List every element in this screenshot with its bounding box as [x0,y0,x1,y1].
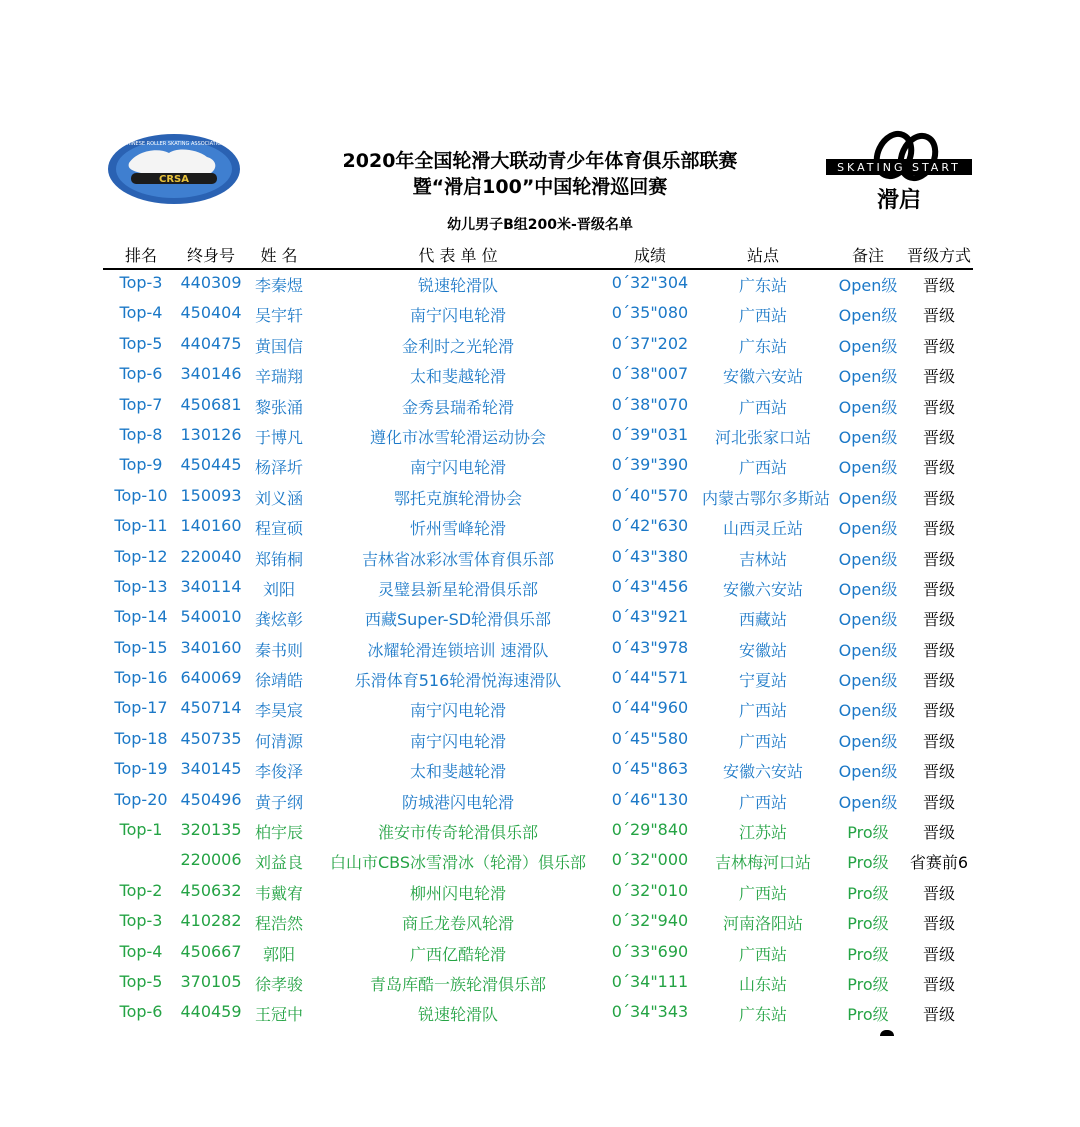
row-note: Open级 [838,276,898,295]
row-rank: Top-6 [119,364,163,384]
row-score: 0΄43"978 [611,637,689,657]
row-note: Open级 [838,640,898,660]
row-score: 0΄32"940 [611,911,689,931]
row-site: 广西站 [738,883,787,903]
row-team: 金利时之光轮滑 [401,336,514,356]
row-name: 黄子纲 [254,792,303,812]
row-score: 0΄43"380 [611,546,689,566]
table-row [0,998,1080,1028]
row-score: 0΄42"630 [611,516,689,536]
row-promo: 晋级 [922,367,955,387]
row-score: 0΄29"840 [611,820,689,840]
row-note: Open级 [838,610,898,630]
row-score: 0΄43"456 [611,576,689,596]
row-site: 安徽六安站 [722,579,803,599]
row-id: 540010 [180,607,242,627]
row-promo: 晋级 [922,914,955,934]
row-id: 440475 [180,333,242,353]
row-id: 450681 [180,394,242,414]
row-team: 忻州雪峰轮滑 [409,519,506,539]
row-note: Pro级 [847,853,889,873]
row-note: Open级 [838,579,898,599]
col-name: 姓 名 [260,246,298,265]
row-site: 广西站 [738,792,787,812]
row-name: 黄国信 [254,336,303,356]
row-team: 乐滑体育516轮滑悦海速滑队 [354,671,562,691]
row-rank: Top-7 [119,394,163,414]
row-rank: Top-10 [114,485,168,505]
table-row [0,725,1080,755]
row-rank: Top-2 [119,880,163,900]
table-row [0,786,1080,816]
row-note: Pro级 [847,944,889,964]
row-score: 0΄39"031 [611,424,689,444]
row-name: 辛瑞翔 [254,367,303,387]
row-site: 广西站 [738,397,787,417]
row-note: Open级 [838,397,898,417]
row-promo: 晋级 [922,1005,955,1025]
row-id: 320135 [180,820,242,840]
row-promo: 晋级 [922,944,955,964]
row-name: 程浩然 [254,914,303,934]
row-id: 440459 [180,1002,242,1022]
row-note: Open级 [838,671,898,691]
row-name: 柏宇辰 [254,823,303,843]
table-row [0,816,1080,846]
row-name: 李昊宸 [254,701,303,721]
row-team: 防城港闪电轮滑 [401,792,514,812]
row-score: 0΄44"960 [611,698,689,718]
row-promo: 晋级 [922,823,955,843]
row-name: 刘义涵 [254,488,303,508]
row-team: 太和斐越轮滑 [409,367,506,387]
row-note: Open级 [838,762,898,782]
row-note: Pro级 [847,914,889,934]
table-row [0,269,1080,299]
row-name: 秦书则 [254,640,303,660]
row-promo: 晋级 [922,762,955,782]
row-site: 江苏站 [738,823,787,843]
row-promo: 晋级 [922,701,955,721]
row-name: 龚炫彰 [254,610,303,630]
row-promo: 省赛前6 [909,853,969,873]
crsa-logo-mark: CRSA [159,174,189,185]
row-id: 450496 [180,789,242,809]
row-team: 柳州闪电轮滑 [409,883,506,903]
row-team: 商丘龙卷风轮滑 [401,914,514,934]
table-row [0,330,1080,360]
row-rank: Top-16 [114,668,168,688]
row-score: 0΄33"690 [611,941,689,961]
row-score: 0΄34"111 [611,971,689,991]
table-row [0,482,1080,512]
row-rank: Top-8 [119,424,163,444]
results-table [0,269,1080,1029]
row-rank: Top-4 [119,941,163,961]
table-row [0,846,1080,876]
row-score: 0΄34"343 [611,1002,689,1022]
skating-start-logo-text: SKATING START [837,161,961,174]
skating-start-logo [826,125,972,219]
table-header [103,243,973,267]
row-rank: Top-4 [119,303,163,323]
row-id: 130126 [180,424,242,444]
row-name: 杨泽圻 [254,458,303,478]
row-team: 遵化市冰雪轮滑运动协会 [369,427,546,447]
row-rank: Top-12 [114,546,168,566]
row-site: 广东站 [738,336,787,356]
row-name: 郭阳 [262,944,295,964]
row-id: 450445 [180,455,242,475]
row-name: 吴宇轩 [254,306,303,326]
row-score: 0΄44"571 [611,668,689,688]
row-score: 0΄45"580 [611,728,689,748]
row-rank: Top-14 [114,607,168,627]
row-name: 王冠中 [254,1005,303,1025]
row-team: 南宁闪电轮滑 [409,306,506,326]
row-site: 安徽六安站 [722,762,803,782]
table-row [0,694,1080,724]
row-site: 山东站 [738,974,787,994]
row-site: 河北张家口站 [714,427,811,447]
row-name: 徐靖皓 [254,671,303,691]
row-score: 0΄38"007 [611,364,689,384]
col-team: 代 表 单 位 [418,246,498,265]
crsa-logo-text: CHINESE ROLLER SKATING ASSOCIATION [123,141,225,147]
skating-start-logo-cn: 滑启 [876,188,922,213]
row-name: 郑铕桐 [254,549,303,569]
row-site: 安徽站 [738,640,787,660]
row-id: 150093 [180,485,242,505]
table-row [0,664,1080,694]
row-site: 河南洛阳站 [722,914,803,934]
row-team: 南宁闪电轮滑 [409,458,506,478]
row-rank: Top-17 [114,698,168,718]
row-id: 450735 [180,728,242,748]
row-team: 太和斐越轮滑 [409,762,506,782]
table-row [0,543,1080,573]
row-rank: Top-1 [119,820,163,840]
row-team: 广西亿酷轮滑 [409,944,506,964]
row-site: 广东站 [738,1005,787,1025]
row-site: 山西灵丘站 [722,519,803,539]
row-score: 0΄40"570 [611,485,689,505]
row-name: 黎张涌 [254,397,303,417]
row-name: 李俊泽 [254,762,303,782]
row-name: 于博凡 [254,427,303,447]
row-note: Open级 [838,701,898,721]
row-team: 南宁闪电轮滑 [409,701,506,721]
row-promo: 晋级 [922,519,955,539]
row-rank: Top-5 [119,333,163,353]
row-note: Open级 [838,488,898,508]
row-id: 220040 [180,546,242,566]
row-note: Open级 [838,458,898,478]
row-team: 锐速轮滑队 [417,1005,498,1025]
row-note: Pro级 [847,823,889,843]
table-row [0,907,1080,937]
row-team: 吉林省冰彩冰雪体育俱乐部 [361,549,554,569]
row-team: 青岛库酷一族轮滑俱乐部 [369,974,546,994]
row-site: 西藏站 [738,610,787,630]
page-mark [880,1030,894,1036]
row-promo: 晋级 [922,276,955,295]
row-name: 刘阳 [262,579,295,599]
row-team: 锐速轮滑队 [417,276,498,295]
row-promo: 晋级 [922,883,955,903]
row-site: 广西站 [738,701,787,721]
row-id: 450714 [180,698,242,718]
row-rank: Top-5 [119,971,163,991]
row-score: 0΄45"863 [611,759,689,779]
row-note: Pro级 [847,1005,889,1025]
row-promo: 晋级 [922,397,955,417]
list-subtitle: 幼儿男子B组200米-晋级名单 [447,217,633,233]
row-team: 金秀县瑞希轮滑 [401,397,514,417]
row-promo: 晋级 [922,488,955,508]
row-score: 0΄38"070 [611,394,689,414]
row-id: 370105 [180,971,242,991]
row-promo: 晋级 [922,974,955,994]
row-score: 0΄39"390 [611,455,689,475]
row-rank: Top-3 [119,273,163,292]
row-id: 340114 [180,576,242,596]
row-name: 李秦煜 [254,276,303,295]
page-title-line2: 暨“滑启100”中国轮滑巡回赛 [412,176,668,198]
row-promo: 晋级 [922,458,955,478]
row-rank: Top-15 [114,637,168,657]
table-row [0,634,1080,664]
row-score: 0΄43"921 [611,607,689,627]
row-team: 南宁闪电轮滑 [409,731,506,751]
row-rank: Top-6 [119,1002,163,1022]
row-site: 广西站 [738,944,787,964]
row-site: 广西站 [738,458,787,478]
row-note: Open级 [838,427,898,447]
row-promo: 晋级 [922,549,955,569]
row-name: 徐孝骏 [254,974,303,994]
table-row [0,755,1080,785]
col-rank: 排名 [124,246,157,265]
col-site: 站点 [746,246,779,265]
row-note: Pro级 [847,883,889,903]
row-name: 韦戴宥 [254,883,303,903]
table-row [0,603,1080,633]
row-promo: 晋级 [922,610,955,630]
row-id: 450404 [180,303,242,323]
row-score: 0΄32"000 [611,850,689,870]
table-row [0,573,1080,603]
table-row [0,391,1080,421]
row-rank: Top-19 [114,759,168,779]
row-note: Open级 [838,519,898,539]
row-site: 内蒙古鄂尔多斯站 [702,488,831,508]
row-site: 广西站 [738,306,787,326]
row-promo: 晋级 [922,731,955,751]
col-promo: 晋级方式 [906,246,971,265]
row-score: 0΄32"304 [611,273,689,292]
row-id: 140160 [180,516,242,536]
row-rank: Top-11 [114,516,168,536]
table-row [0,512,1080,542]
row-note: Open级 [838,792,898,812]
row-site: 吉林站 [738,549,787,569]
row-rank: Top-18 [114,728,168,748]
row-note: Pro级 [847,974,889,994]
row-promo: 晋级 [922,336,955,356]
row-id: 410282 [180,911,242,931]
row-note: Open级 [838,306,898,326]
row-name: 刘益良 [254,853,303,873]
row-site: 宁夏站 [738,671,787,691]
table-row [0,421,1080,451]
row-id: 340146 [180,364,242,384]
table-row [0,451,1080,481]
table-row [0,968,1080,998]
row-score: 0΄35"080 [611,303,689,323]
row-id: 450667 [180,941,242,961]
row-id: 640069 [180,668,242,688]
row-promo: 晋级 [922,579,955,599]
row-team: 西藏Super-SD轮滑俱乐部 [364,610,552,630]
row-promo: 晋级 [922,306,955,326]
row-id: 340145 [180,759,242,779]
row-site: 安徽六安站 [722,367,803,387]
row-name: 程宣硕 [254,519,303,539]
row-team: 白山市CBS冰雪滑冰（轮滑）俱乐部 [329,853,587,873]
row-team: 冰耀轮滑连锁培训 速滑队 [367,640,549,660]
crsa-logo [107,133,241,205]
row-rank: Top-20 [114,789,168,809]
row-score: 0΄32"010 [611,880,689,900]
col-note: 备注 [851,246,884,265]
row-score: 0΄46"130 [611,789,689,809]
row-rank: Top-9 [119,455,163,475]
page-title-line1: 2020年全国轮滑大联动青少年体育俱乐部联赛 [342,150,738,172]
row-id: 340160 [180,637,242,657]
row-site: 广东站 [738,276,787,295]
row-promo: 晋级 [922,640,955,660]
table-row [0,938,1080,968]
row-team: 鄂托克旗轮滑协会 [393,488,522,508]
table-row [0,360,1080,390]
row-name: 何清源 [254,731,303,751]
row-promo: 晋级 [922,792,955,812]
row-team: 灵璧县新星轮滑俱乐部 [377,579,538,599]
row-note: Open级 [838,549,898,569]
col-id: 终身号 [186,246,235,265]
row-team: 淮安市传奇轮滑俱乐部 [377,823,538,843]
row-note: Open级 [838,367,898,387]
row-promo: 晋级 [922,671,955,691]
table-row [0,877,1080,907]
row-rank: Top-3 [119,911,163,931]
row-rank: Top-13 [114,576,168,596]
row-score: 0΄37"202 [611,333,689,353]
table-row [0,299,1080,329]
row-note: Open级 [838,731,898,751]
row-site: 广西站 [738,731,787,751]
row-site: 吉林梅河口站 [714,853,811,873]
row-id: 440309 [180,273,242,292]
col-score: 成绩 [633,246,666,265]
row-note: Open级 [838,336,898,356]
row-promo: 晋级 [922,427,955,447]
row-id: 450632 [180,880,242,900]
row-id: 220006 [180,850,242,870]
